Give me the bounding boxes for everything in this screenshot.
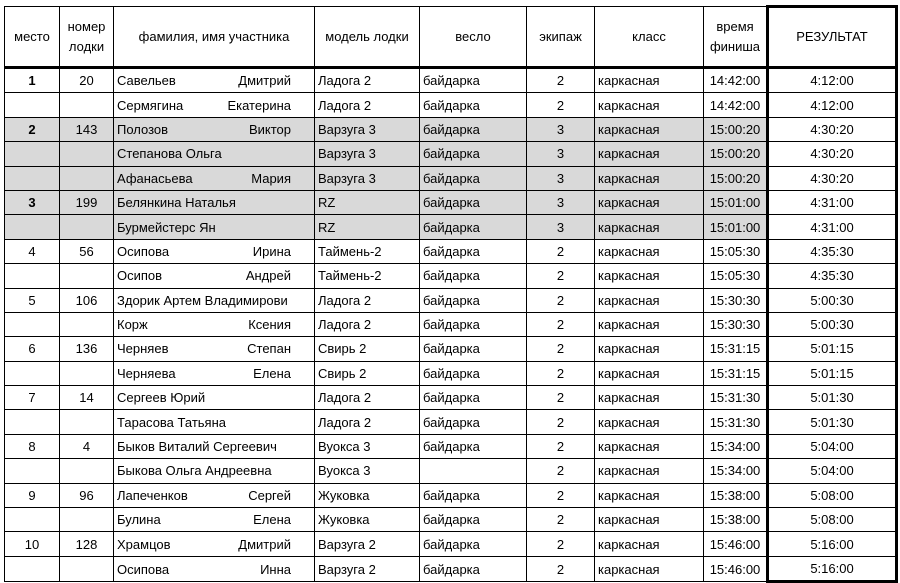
results-table bbox=[4, 5, 898, 583]
class-cell: каркасная bbox=[595, 312, 704, 336]
participant-name-cell bbox=[114, 166, 315, 190]
last-name: Лапеченков bbox=[117, 487, 188, 503]
class-cell: каркасная bbox=[595, 190, 704, 214]
participant-name-cell bbox=[114, 459, 315, 483]
result-cell: 5:04:00 bbox=[768, 459, 897, 483]
place-cell bbox=[5, 166, 60, 190]
participant-name-cell bbox=[114, 239, 315, 263]
participant-name-cell bbox=[114, 93, 315, 117]
finish-time-cell: 15:30:30 bbox=[704, 312, 768, 336]
place-cell: 7 bbox=[5, 386, 60, 410]
class-cell: каркасная bbox=[595, 264, 704, 288]
crew-cell: 2 bbox=[527, 239, 595, 263]
finish-time-cell: 14:42:00 bbox=[704, 93, 768, 117]
finish-time-cell: 15:31:30 bbox=[704, 386, 768, 410]
paddle-cell: байдарка bbox=[420, 556, 527, 581]
name-wrapper bbox=[117, 415, 311, 430]
class-cell: каркасная bbox=[595, 410, 704, 434]
class-cell: каркасная bbox=[595, 117, 704, 141]
boat-number-cell: 14 bbox=[60, 386, 114, 410]
name-wrapper bbox=[117, 390, 311, 405]
first-name: Ксения bbox=[248, 317, 291, 333]
paddle-cell: байдарка bbox=[420, 142, 527, 166]
participant-name-cell bbox=[114, 556, 315, 581]
place-cell bbox=[5, 312, 60, 336]
paddle-cell: байдарка bbox=[420, 483, 527, 507]
crew-cell: 2 bbox=[527, 312, 595, 336]
paddle-cell: байдарка bbox=[420, 166, 527, 190]
boat-number-cell bbox=[60, 361, 114, 385]
place-cell: 5 bbox=[5, 288, 60, 312]
participant-name-cell bbox=[114, 410, 315, 434]
name-wrapper bbox=[117, 195, 311, 210]
participant-name-cell bbox=[114, 361, 315, 385]
crew-cell: 2 bbox=[527, 93, 595, 117]
finish-time-cell: 15:30:30 bbox=[704, 288, 768, 312]
last-name: Тарасова Татьяна bbox=[117, 414, 227, 430]
finish-time-cell: 15:31:30 bbox=[704, 410, 768, 434]
table-row bbox=[5, 142, 897, 166]
boat-model-cell: Варзуга 3 bbox=[315, 142, 420, 166]
result-cell: 4:30:20 bbox=[768, 142, 897, 166]
crew-cell: 2 bbox=[527, 68, 595, 93]
participant-name-cell bbox=[114, 190, 315, 214]
class-cell: каркасная bbox=[595, 483, 704, 507]
finish-time-cell: 15:38:00 bbox=[704, 508, 768, 532]
table-row bbox=[5, 239, 897, 263]
name-wrapper bbox=[117, 98, 311, 113]
first-name: Елена bbox=[253, 512, 291, 528]
first-name: Ирина bbox=[252, 243, 291, 259]
name-wrapper bbox=[117, 73, 311, 88]
table-row bbox=[5, 312, 897, 336]
boat-model-cell: Ладога 2 bbox=[315, 288, 420, 312]
last-name: Бурмейстерс Ян bbox=[117, 219, 216, 235]
finish-time-cell: 14:42:00 bbox=[704, 68, 768, 93]
last-name: Осипова bbox=[117, 561, 170, 577]
crew-cell: 2 bbox=[527, 264, 595, 288]
last-name: Быкова Ольга Андреевна bbox=[117, 463, 272, 479]
result-cell: 5:08:00 bbox=[768, 483, 897, 507]
participant-name-cell bbox=[114, 264, 315, 288]
place-cell bbox=[5, 410, 60, 434]
place-cell: 6 bbox=[5, 337, 60, 361]
table-row bbox=[5, 215, 897, 239]
participant-name-cell bbox=[114, 508, 315, 532]
crew-cell: 3 bbox=[527, 166, 595, 190]
place-cell: 10 bbox=[5, 532, 60, 556]
boat-model-cell: Свирь 2 bbox=[315, 361, 420, 385]
finish-time-cell: 15:05:30 bbox=[704, 239, 768, 263]
results-sheet bbox=[4, 5, 898, 583]
result-cell: 5:16:00 bbox=[768, 532, 897, 556]
first-name: Дмитрий bbox=[238, 73, 291, 89]
table-body bbox=[5, 68, 897, 582]
boat-number-cell: 106 bbox=[60, 288, 114, 312]
table-row bbox=[5, 288, 897, 312]
place-cell: 1 bbox=[5, 68, 60, 93]
place-cell bbox=[5, 93, 60, 117]
boat-number-cell bbox=[60, 508, 114, 532]
table-row bbox=[5, 556, 897, 581]
boat-model-cell: Варзуга 2 bbox=[315, 556, 420, 581]
table-row bbox=[5, 386, 897, 410]
participant-name-cell bbox=[114, 215, 315, 239]
place-cell bbox=[5, 508, 60, 532]
boat-number-cell: 56 bbox=[60, 239, 114, 263]
name-wrapper bbox=[117, 122, 311, 137]
place-cell: 4 bbox=[5, 239, 60, 263]
paddle-cell: байдарка bbox=[420, 288, 527, 312]
class-cell: каркасная bbox=[595, 68, 704, 93]
last-name: Савельев bbox=[117, 73, 176, 89]
crew-cell: 2 bbox=[527, 508, 595, 532]
crew-cell: 2 bbox=[527, 434, 595, 458]
participant-name-cell bbox=[114, 434, 315, 458]
header-place: место bbox=[5, 7, 60, 68]
finish-time-cell: 15:34:00 bbox=[704, 434, 768, 458]
crew-cell: 2 bbox=[527, 532, 595, 556]
header-crew: экипаж bbox=[527, 7, 595, 68]
boat-model-cell: Варзуга 2 bbox=[315, 532, 420, 556]
last-name: Афанасьева bbox=[117, 170, 193, 186]
class-cell: каркасная bbox=[595, 142, 704, 166]
boat-model-cell: Вуокса 3 bbox=[315, 434, 420, 458]
boat-number-cell bbox=[60, 312, 114, 336]
paddle-cell: байдарка bbox=[420, 215, 527, 239]
paddle-cell: байдарка bbox=[420, 264, 527, 288]
finish-time-cell: 15:46:00 bbox=[704, 556, 768, 581]
result-cell: 5:16:00 bbox=[768, 556, 897, 581]
name-wrapper bbox=[117, 146, 311, 161]
participant-name-cell bbox=[114, 288, 315, 312]
class-cell: каркасная bbox=[595, 532, 704, 556]
name-wrapper bbox=[117, 439, 311, 454]
first-name: Сергей bbox=[248, 487, 291, 503]
paddle-cell bbox=[420, 459, 527, 483]
result-cell: 4:35:30 bbox=[768, 239, 897, 263]
table-row bbox=[5, 532, 897, 556]
place-cell bbox=[5, 361, 60, 385]
name-wrapper bbox=[117, 562, 311, 577]
result-cell: 5:00:30 bbox=[768, 288, 897, 312]
last-name: Осипов bbox=[117, 268, 163, 284]
result-cell: 5:01:15 bbox=[768, 361, 897, 385]
result-cell: 4:30:20 bbox=[768, 166, 897, 190]
finish-time-cell: 15:00:20 bbox=[704, 142, 768, 166]
result-cell: 4:31:00 bbox=[768, 215, 897, 239]
table-row bbox=[5, 459, 897, 483]
first-name: Дмитрий bbox=[238, 536, 291, 552]
boat-number-cell bbox=[60, 166, 114, 190]
boat-model-cell: Ладога 2 bbox=[315, 68, 420, 93]
paddle-cell: байдарка bbox=[420, 190, 527, 214]
header-finish-time: время финиша bbox=[704, 7, 768, 68]
finish-time-cell: 15:38:00 bbox=[704, 483, 768, 507]
finish-time-cell: 15:01:00 bbox=[704, 215, 768, 239]
header-result: РЕЗУЛЬТАТ bbox=[768, 7, 897, 68]
crew-cell: 3 bbox=[527, 142, 595, 166]
table-row bbox=[5, 434, 897, 458]
place-cell bbox=[5, 459, 60, 483]
header-boat-model: модель лодки bbox=[315, 7, 420, 68]
crew-cell: 2 bbox=[527, 410, 595, 434]
result-cell: 4:31:00 bbox=[768, 190, 897, 214]
place-cell bbox=[5, 556, 60, 581]
last-name: Сергеев Юрий bbox=[117, 390, 206, 406]
crew-cell: 3 bbox=[527, 215, 595, 239]
boat-number-cell bbox=[60, 215, 114, 239]
paddle-cell: байдарка bbox=[420, 532, 527, 556]
header-participant-name: фамилия, имя участника bbox=[114, 7, 315, 68]
table-row bbox=[5, 361, 897, 385]
boat-number-cell bbox=[60, 264, 114, 288]
crew-cell: 2 bbox=[527, 483, 595, 507]
table-row bbox=[5, 190, 897, 214]
place-cell: 8 bbox=[5, 434, 60, 458]
class-cell: каркасная bbox=[595, 337, 704, 361]
result-cell: 5:01:15 bbox=[768, 337, 897, 361]
boat-model-cell: RZ bbox=[315, 190, 420, 214]
paddle-cell: байдарка bbox=[420, 117, 527, 141]
result-cell: 5:01:30 bbox=[768, 386, 897, 410]
finish-time-cell: 15:00:20 bbox=[704, 117, 768, 141]
result-cell: 4:35:30 bbox=[768, 264, 897, 288]
boat-number-cell bbox=[60, 410, 114, 434]
crew-cell: 3 bbox=[527, 190, 595, 214]
name-wrapper bbox=[117, 293, 311, 308]
table-row bbox=[5, 117, 897, 141]
table-row bbox=[5, 483, 897, 507]
name-wrapper bbox=[117, 341, 311, 356]
name-wrapper bbox=[117, 537, 311, 552]
name-wrapper bbox=[117, 463, 311, 478]
paddle-cell: байдарка bbox=[420, 312, 527, 336]
crew-cell: 2 bbox=[527, 337, 595, 361]
boat-model-cell: Ладога 2 bbox=[315, 93, 420, 117]
result-cell: 4:30:20 bbox=[768, 117, 897, 141]
boat-model-cell: Таймень-2 bbox=[315, 239, 420, 263]
first-name: Мария bbox=[251, 170, 291, 186]
header-paddle: весло bbox=[420, 7, 527, 68]
boat-number-cell bbox=[60, 459, 114, 483]
place-cell bbox=[5, 264, 60, 288]
crew-cell: 2 bbox=[527, 556, 595, 581]
crew-cell: 2 bbox=[527, 361, 595, 385]
participant-name-cell bbox=[114, 532, 315, 556]
boat-number-cell: 199 bbox=[60, 190, 114, 214]
name-wrapper bbox=[117, 366, 311, 381]
boat-number-cell: 128 bbox=[60, 532, 114, 556]
boat-model-cell: Ладога 2 bbox=[315, 386, 420, 410]
boat-model-cell: Ладога 2 bbox=[315, 410, 420, 434]
paddle-cell: байдарка bbox=[420, 337, 527, 361]
boat-model-cell: Ладога 2 bbox=[315, 312, 420, 336]
last-name: Сермягина bbox=[117, 97, 184, 113]
result-cell: 4:12:00 bbox=[768, 93, 897, 117]
class-cell: каркасная bbox=[595, 556, 704, 581]
first-name: Андрей bbox=[245, 268, 291, 284]
class-cell: каркасная bbox=[595, 166, 704, 190]
result-cell: 5:01:30 bbox=[768, 410, 897, 434]
table-row bbox=[5, 508, 897, 532]
first-name: Елена bbox=[253, 365, 291, 381]
last-name: Черняев bbox=[117, 341, 169, 357]
paddle-cell: байдарка bbox=[420, 508, 527, 532]
class-cell: каркасная bbox=[595, 239, 704, 263]
boat-model-cell: Варзуга 3 bbox=[315, 166, 420, 190]
header-boat-number: номер лодки bbox=[60, 7, 114, 68]
participant-name-cell bbox=[114, 312, 315, 336]
last-name: Полозов bbox=[117, 121, 169, 137]
header-class: класс bbox=[595, 7, 704, 68]
class-cell: каркасная bbox=[595, 361, 704, 385]
boat-number-cell bbox=[60, 93, 114, 117]
last-name: Здорик Артем Владимирови bbox=[117, 292, 288, 308]
last-name: Осипова bbox=[117, 243, 170, 259]
crew-cell: 2 bbox=[527, 288, 595, 312]
boat-number-cell bbox=[60, 142, 114, 166]
table-row bbox=[5, 337, 897, 361]
table-row bbox=[5, 93, 897, 117]
finish-time-cell: 15:34:00 bbox=[704, 459, 768, 483]
participant-name-cell bbox=[114, 337, 315, 361]
name-wrapper bbox=[117, 268, 311, 283]
result-cell: 5:00:30 bbox=[768, 312, 897, 336]
boat-model-cell: Свирь 2 bbox=[315, 337, 420, 361]
place-cell bbox=[5, 215, 60, 239]
place-cell: 2 bbox=[5, 117, 60, 141]
table-row bbox=[5, 68, 897, 93]
last-name: Быков Виталий Сергеевич bbox=[117, 439, 277, 455]
boat-model-cell: Жуковка bbox=[315, 483, 420, 507]
name-wrapper bbox=[117, 512, 311, 527]
first-name: Екатерина bbox=[227, 97, 291, 113]
finish-time-cell: 15:46:00 bbox=[704, 532, 768, 556]
boat-model-cell: RZ bbox=[315, 215, 420, 239]
participant-name-cell bbox=[114, 142, 315, 166]
class-cell: каркасная bbox=[595, 93, 704, 117]
result-cell: 5:04:00 bbox=[768, 434, 897, 458]
participant-name-cell bbox=[114, 386, 315, 410]
participant-name-cell bbox=[114, 68, 315, 93]
boat-model-cell: Таймень-2 bbox=[315, 264, 420, 288]
name-wrapper bbox=[117, 244, 311, 259]
name-wrapper bbox=[117, 171, 311, 186]
class-cell: каркасная bbox=[595, 459, 704, 483]
name-wrapper bbox=[117, 317, 311, 332]
place-cell bbox=[5, 142, 60, 166]
place-cell: 9 bbox=[5, 483, 60, 507]
participant-name-cell bbox=[114, 117, 315, 141]
class-cell: каркасная bbox=[595, 288, 704, 312]
last-name: Корж bbox=[117, 317, 148, 333]
table-row bbox=[5, 166, 897, 190]
table-row bbox=[5, 264, 897, 288]
crew-cell: 2 bbox=[527, 386, 595, 410]
first-name: Степан bbox=[247, 341, 291, 357]
paddle-cell: байдарка bbox=[420, 434, 527, 458]
paddle-cell: байдарка bbox=[420, 410, 527, 434]
name-wrapper bbox=[117, 220, 311, 235]
header-row bbox=[5, 7, 897, 68]
paddle-cell: байдарка bbox=[420, 68, 527, 93]
result-cell: 5:08:00 bbox=[768, 508, 897, 532]
boat-number-cell: 20 bbox=[60, 68, 114, 93]
boat-number-cell: 96 bbox=[60, 483, 114, 507]
finish-time-cell: 15:00:20 bbox=[704, 166, 768, 190]
first-name: Инна bbox=[260, 561, 291, 577]
place-cell: 3 bbox=[5, 190, 60, 214]
last-name: Храмцов bbox=[117, 536, 171, 552]
last-name: Черняева bbox=[117, 365, 176, 381]
boat-model-cell: Жуковка bbox=[315, 508, 420, 532]
participant-name-cell bbox=[114, 483, 315, 507]
finish-time-cell: 15:01:00 bbox=[704, 190, 768, 214]
paddle-cell: байдарка bbox=[420, 239, 527, 263]
boat-number-cell bbox=[60, 556, 114, 581]
class-cell: каркасная bbox=[595, 215, 704, 239]
first-name: Виктор bbox=[248, 121, 291, 137]
paddle-cell: байдарка bbox=[420, 93, 527, 117]
name-wrapper bbox=[117, 488, 311, 503]
last-name: Белянкина Наталья bbox=[117, 195, 236, 211]
crew-cell: 3 bbox=[527, 117, 595, 141]
finish-time-cell: 15:31:15 bbox=[704, 361, 768, 385]
boat-model-cell: Варзуга 3 bbox=[315, 117, 420, 141]
class-cell: каркасная bbox=[595, 386, 704, 410]
boat-number-cell: 4 bbox=[60, 434, 114, 458]
class-cell: каркасная bbox=[595, 434, 704, 458]
finish-time-cell: 15:05:30 bbox=[704, 264, 768, 288]
table-header bbox=[5, 7, 897, 68]
crew-cell: 2 bbox=[527, 459, 595, 483]
last-name: Булина bbox=[117, 512, 161, 528]
paddle-cell: байдарка bbox=[420, 386, 527, 410]
boat-model-cell: Вуокса 3 bbox=[315, 459, 420, 483]
last-name: Степанова Ольга bbox=[117, 146, 222, 162]
finish-time-cell: 15:31:15 bbox=[704, 337, 768, 361]
boat-number-cell: 136 bbox=[60, 337, 114, 361]
paddle-cell: байдарка bbox=[420, 361, 527, 385]
result-cell: 4:12:00 bbox=[768, 68, 897, 93]
table-row bbox=[5, 410, 897, 434]
boat-number-cell: 143 bbox=[60, 117, 114, 141]
class-cell: каркасная bbox=[595, 508, 704, 532]
